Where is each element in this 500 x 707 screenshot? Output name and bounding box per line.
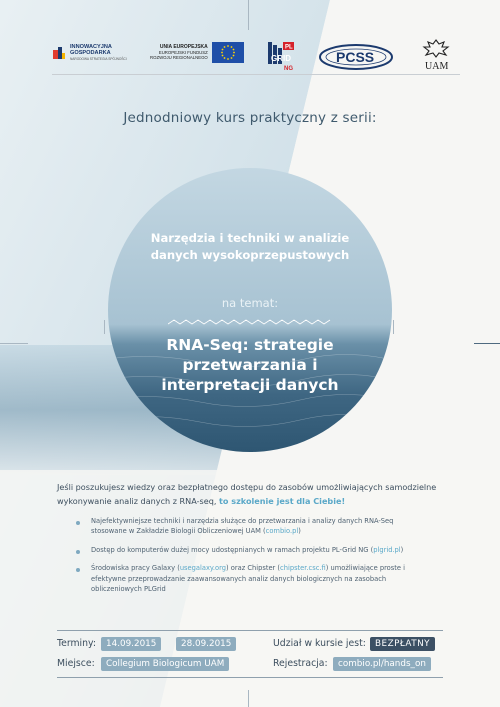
bullet-dot-icon: [76, 521, 80, 525]
pcss-text: PCSS: [336, 49, 375, 65]
intro-highlight: to szkolenie jest dla Ciebie!: [219, 496, 346, 506]
participation-label: Udział w kursie jest:: [273, 638, 366, 649]
crop-mark-bottom: [248, 690, 249, 707]
logo-bar: [0, 38, 500, 78]
bullet-text-mid: ) oraz Chipster (: [226, 564, 281, 573]
innovative-economy-logo: [52, 44, 127, 62]
bullet-text-end: ): [400, 545, 404, 554]
circle-mark-right: [393, 320, 394, 334]
registration-link[interactable]: combio.pl/hands_on: [333, 657, 431, 671]
bullet-text-end: ): [298, 527, 301, 536]
date-2: 28.09.2015: [176, 637, 236, 651]
circle-mark-left: [104, 320, 105, 334]
eu-line1: UNIA EUROPEJSKA: [159, 43, 208, 50]
course-topic: RNA-Seq: strategie przetwarzania i interpretacji danych: [161, 336, 339, 394]
crop-mark-left: [0, 343, 28, 344]
galaxy-link[interactable]: usegalaxy.org: [179, 564, 227, 573]
crop-mark-top: [248, 0, 249, 30]
footer-divider-top: [57, 630, 443, 631]
innovative-economy-line1: INNOWACYJNA: [70, 44, 112, 50]
bullet-dot-icon: [76, 550, 80, 554]
dates-label: Terminy:: [57, 638, 96, 649]
eu-line2: EUROPEJSKI FUNDUSZ: [158, 49, 208, 55]
list-item: [74, 563, 414, 594]
chipster-link[interactable]: chipster.csc.fi: [280, 564, 326, 573]
pcss-icon: [318, 42, 396, 72]
list-item: [74, 516, 414, 537]
bullet-text: Najefektywniejsze techniki i narzędzia służące do przetwarzania i analizy danych RNA-Seq stosowane w Zakładzie Biologii Obliczeniowej UAM (: [91, 517, 394, 536]
plgrid-line3: NG: [284, 66, 293, 72]
uam-text: UAM: [425, 61, 449, 72]
innovative-economy-line2: GOSPODARKA: [70, 50, 111, 56]
list-item: [74, 545, 414, 555]
benefits-list: [74, 516, 414, 602]
eu-line3: ROZWOJU REGIONALNEGO: [150, 55, 208, 61]
date-1: 14.09.2015: [101, 637, 161, 651]
crop-mark-right: [474, 343, 500, 344]
footer-divider-bottom: [57, 677, 443, 678]
subject-label: na temat:: [221, 296, 279, 310]
innovative-economy-icon: [52, 46, 66, 60]
header-divider: [52, 74, 460, 75]
plgrid-logo: [266, 40, 296, 72]
plgrid-icon: [266, 40, 296, 72]
plgrid-link[interactable]: plgrid.pl: [373, 545, 401, 554]
participation-badge: BEZPŁATNY: [370, 637, 435, 651]
uam-eagle-icon: [422, 38, 450, 72]
intro-text: Jeśli poszukujesz wiedzy oraz bezpłatnego dostępu do zasobów umożliwiających samodzielne wykonywanie analiz danych z RNA-seq,: [57, 482, 437, 506]
eu-logo: [150, 42, 244, 63]
pcss-logo: [318, 42, 396, 72]
intro-paragraph: [57, 480, 457, 508]
place-label: Miejsce:: [57, 658, 95, 669]
plgrid-line2: GRID: [271, 54, 291, 63]
course-title: Narzędzia i techniki w analizie danych wysokoprzepustowych: [150, 231, 350, 262]
innovative-economy-line3: NARODOWA STRATEGIA SPÓJNOŚCI: [70, 57, 127, 61]
bullet-text: Dostęp do komputerów dużej mocy udostępnianych w ramach projektu PL-Grid NG (: [91, 545, 374, 554]
bullet-text-end: ) umożliwiające proste i efektywne przeprowadzanie zaawansowanych analiz danych biologicznych na zasobach obliczeniowych PLGrid: [91, 564, 405, 594]
eu-flag-icon: [212, 42, 244, 63]
combio-link[interactable]: combio.pl: [265, 527, 299, 536]
registration-label: Rejestracja:: [273, 658, 328, 669]
place-value: Collegium Biologicum UAM: [101, 657, 229, 671]
zigzag-divider: [168, 318, 332, 326]
bullet-dot-icon: [76, 568, 80, 572]
plgrid-line1: PL: [285, 44, 293, 51]
bullet-text: Środowiska pracy Galaxy (: [91, 564, 180, 573]
uam-logo: [422, 38, 450, 72]
series-title: Jednodniowy kurs praktyczny z serii:: [123, 110, 377, 126]
